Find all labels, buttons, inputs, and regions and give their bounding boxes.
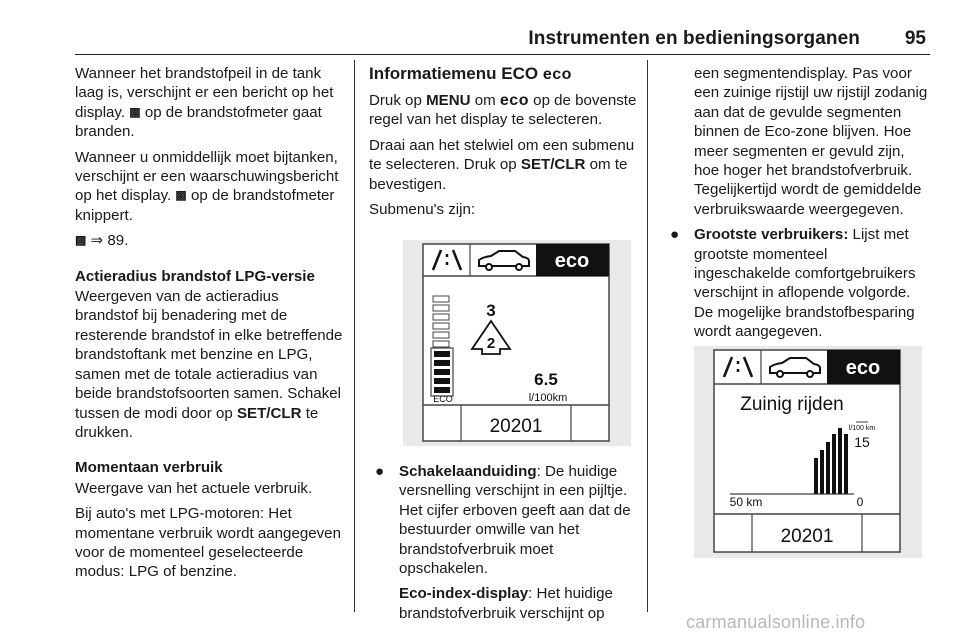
- consumption-value: 6.5: [534, 370, 558, 389]
- watermark: carmanualsonline.info: [686, 612, 866, 632]
- eco-tab-label: eco: [845, 357, 881, 379]
- paragraph: Weergeven van de actieradius brandstof bij benadering met de resterende brandstof in elke betreffende brandstoftank met benzine en LPG, samen met de totale actieradius van beide brandstofsoorten samen. Schakel tussen de modi door op SET/CLR te drukken.: [75, 288, 343, 441]
- column-middle-bullets: [369, 462, 637, 629]
- header-rule: [75, 54, 930, 55]
- header-title: Instrumenten en bedieningsorganen: [528, 28, 860, 49]
- arrow-icon: ⇒: [90, 232, 104, 250]
- odometer: 20201: [489, 416, 543, 437]
- figure-eco-driving-display: [694, 346, 922, 563]
- list-item-continuation: Eco-index-display: Het huidige brandstofverbruik verschijnt op: [399, 585, 613, 622]
- figure-gear-shift-display: [403, 240, 631, 451]
- current-gear: 2: [486, 335, 496, 352]
- list-item: ● Schakelaanduiding: De huidige versnelling verschijnt in een pijltje. Het cijfer erboven geeft aan dat de bestuurder omwille van het brandstofverbruik moet opschakelen.: [375, 463, 631, 578]
- paragraph: Submenu's zijn:: [369, 201, 476, 219]
- paragraph: Bij auto's met LPG-motoren: Het momentane verbruik wordt aangegeven voor de momenteel geselecteerde modus: LPG of benzine.: [75, 505, 341, 581]
- eco-icon: eco: [499, 92, 529, 109]
- eco-tab-label: eco: [554, 250, 590, 272]
- range-label: 50 km: [729, 495, 763, 509]
- upshift-gear: 3: [486, 301, 496, 320]
- fuel-pump-icon: ▩: [175, 188, 187, 203]
- display-title: Zuinig rijden: [740, 394, 844, 415]
- eco-zone-label: ECO: [433, 394, 453, 404]
- display-illustration-1: [403, 240, 631, 446]
- column-divider-right: [647, 60, 648, 612]
- section-title: Informatiemenu ECO eco: [369, 64, 572, 83]
- paragraph: Draai aan het stelwiel om een submenu te selecteren. Druk op SET/CLR om te bevestigen.: [369, 136, 635, 193]
- paragraph: een segmentendisplay. Pas voor een zuinige rijstijl uw rijstijl zodanig aan dat de gevulde segmenten binnen de Eco-zone blijven. Hoe meer segmenten er gevuld zijn, hoe hoger het brandstofverbruik. Tegelijkertijd wordt de gemiddelde verbruikswaarde weergegeven.: [694, 65, 928, 218]
- section-heading: Actieradius brandstof LPG-versie: [75, 267, 315, 285]
- page-number: 95: [904, 28, 926, 49]
- max-value: 15: [854, 434, 870, 450]
- column-right: [664, 64, 928, 348]
- fuel-pump-icon: ▩: [129, 104, 141, 119]
- column-middle: [369, 64, 637, 225]
- unit-label: l/100 km: [848, 425, 876, 432]
- eco-icon: eco: [542, 66, 572, 83]
- paragraph: Wanneer het brandstofpeil in de tank laag is, verschijnt er een bericht op het display. ▩ op de brandstofmeter gaat branden.: [75, 65, 334, 141]
- list-item: ● Grootste verbruikers: Lijst met grootste momenteel ingeschakelde comfortgebruikers verschijnt in aflopende volgorde. De mogelijke brandstofbesparing wordt aangegeven.: [670, 226, 916, 341]
- fuel-pump-icon: ▩: [75, 233, 87, 248]
- consumption-unit: l/100km: [528, 392, 568, 404]
- column-left: [75, 64, 345, 588]
- odometer: 20201: [780, 526, 834, 547]
- paragraph: Wanneer u onmiddellijk moet bijtanken, verschijnt er een waarschuwingsbericht op het display. ▩ op de brandstofmeter knippert.: [75, 148, 339, 224]
- paragraph: Druk op MENU om eco op de bovenste regel van het display te selecteren.: [369, 92, 637, 129]
- zero-label: 0: [856, 495, 864, 509]
- section-heading: Momentaan verbruik: [75, 459, 223, 477]
- paragraph: Weergave van het actuele verbruik.: [75, 479, 313, 497]
- cross-reference: ▩ ⇒ 89.: [75, 232, 129, 250]
- display-illustration-2: [694, 346, 922, 558]
- column-divider-left: [354, 60, 355, 612]
